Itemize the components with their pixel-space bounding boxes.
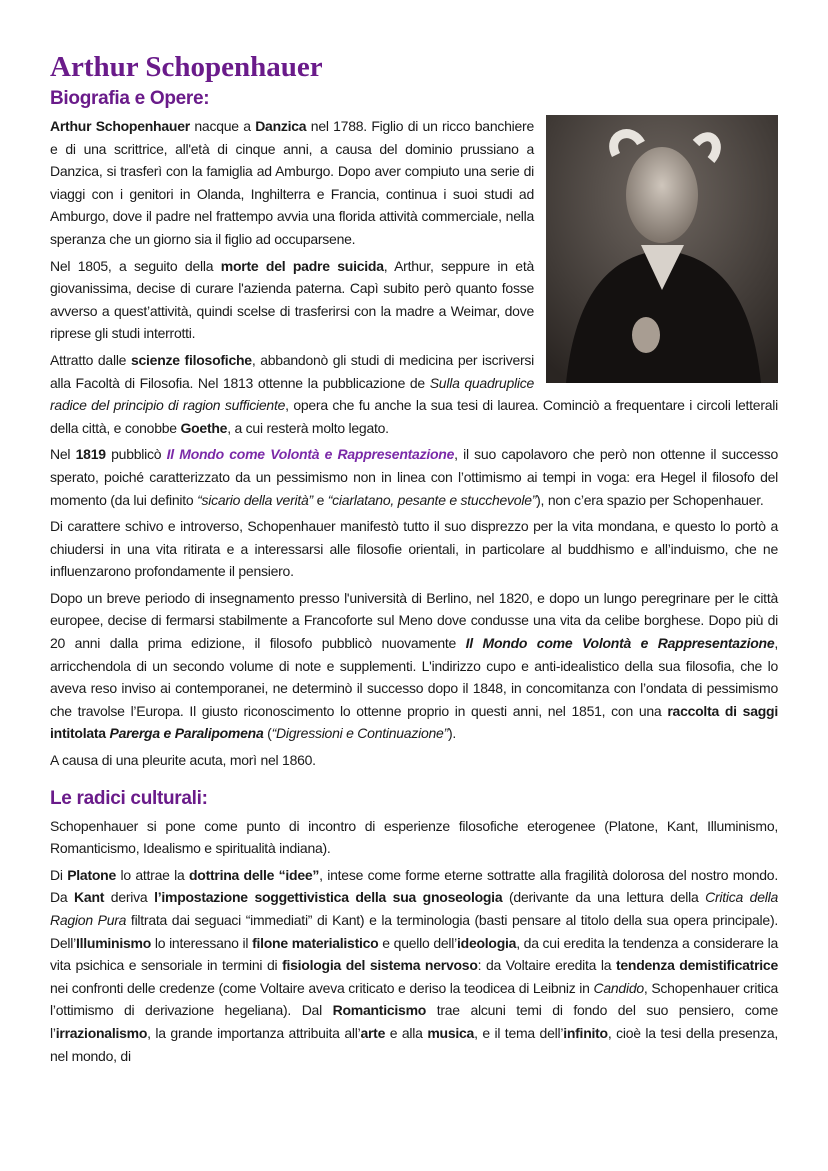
emphasized-text: irrazionalismo: [55, 1024, 148, 1041]
text-run: Schopenhauer si pone come punto di incontro di esperienze filosofiche eterogenee (Platone, Kant, Illuminismo, Romanticismo, Idealismo e spiritualità indiana).: [50, 817, 778, 857]
emphasized-text: Parerga e Paralipomena: [109, 725, 264, 742]
emphasized-text: Illuminismo: [75, 934, 152, 951]
text-run: , a cui resterà molto legato.: [227, 419, 389, 436]
text-run: deriva: [104, 889, 155, 906]
text-run: e alla: [385, 1024, 428, 1041]
text-run: Dopo un breve periodo di insegnamento presso l'università di Berlino, nel 1820, e dopo un lungo peregrinare per le città europee, decise di fermarsi stabilmente a Francoforte sul Meno dove condusse una vita da celibe borghese. Dopo più di 20 anni dalla prima edizione, il filosofo pubblicò nuovamente: [50, 589, 778, 652]
text-run: Di carattere schivo e introverso, Schopenhauer manifestò tutto il suo disprezzo per la vita mondana, e questo lo portò a chiudersi in una vita ritirata e a interessarsi alle filosofie orientali, in particolare al buddhismo e all’induismo, che ne influenzarono profondamente il pensiero.: [50, 518, 778, 580]
paragraph: [50, 443, 778, 511]
text-run: , e il tema dell’: [474, 1024, 564, 1041]
emphasized-text: “Digressioni e Continuazione”: [271, 725, 448, 742]
text-run: e quello dell’: [378, 934, 457, 951]
emphasized-text: “ciarlatano, pesante e stucchevole”: [327, 491, 537, 508]
text-run: Attratto dalle: [50, 351, 131, 368]
paragraph: [50, 587, 778, 745]
emphasized-text: Romanticismo: [332, 1002, 427, 1019]
text-run: , Arthur, seppure in età giovanissima, decise di curare l'azienda paterna. Capì subito però quanto fosse avverso a quest’attività, quindi scelse di trasferirsi con la madre a Weimar, dove riprese gli studi interrotti.: [50, 257, 535, 342]
emphasized-text: musica: [427, 1024, 475, 1041]
emphasized-text: dottrina delle “idee”: [188, 866, 320, 883]
emphasized-text: filone materialistico: [252, 934, 379, 951]
emphasized-text: raccolta di saggi intitolata: [50, 702, 779, 742]
emphasized-text: Il Mondo come Volontà e Rappresentazione: [166, 446, 455, 463]
text-run: trae alcuni temi di fondo del suo pensiero, come l’: [50, 1002, 779, 1041]
emphasized-text: Goethe: [180, 419, 228, 436]
text-run: , abbandonò gli studi di medicina per iscriversi alla Facoltà di Filosofia. Nel 1813 ottenne la pubblicazione de: [50, 351, 534, 391]
text-run: Nel: [50, 446, 76, 463]
text-run: , arricchendola di un secondo volume di note e supplementi. L'indirizzo cupo e anti-idealistico della sua filosofia, che lo aveva reso inviso ai contemporanei, ne determinò il successo dopo il 1848, in concomitanza con l’ondata di pessimismo che travolse l’Europa. Il giusto riconoscimento lo ottenne proprio in questi anni, nel 1851, con una: [50, 635, 778, 719]
text-run: , il suo capolavoro che però non ottenne il successo sperato, poiché caratterizzato da un pessimismo non in linea con l’ottimismo ai tempi in voga: era Hegel il filosofo del momento (da lui definito: [50, 446, 778, 508]
text-run: e: [312, 491, 328, 508]
section-body-radici-culturali: [50, 815, 778, 1068]
emphasized-text: Kant: [74, 889, 105, 906]
emphasized-text: 1819: [75, 446, 106, 463]
emphasized-text: scienze filosofiche: [130, 351, 252, 368]
text-run: nel 1788. Figlio di un ricco banchiere e di una scrittrice, all'età di cinque anni, a causa del dominio prussiano a Danzica, si trasferì con la famiglia ad Amburgo. Dopo aver compiuto una serie di viaggi con i genitori in Olanda, Inghilterra e Francia, continua i suoi studi ad Amburgo, dove il padre nel frattempo avvia una florida attività commerciale, nella speranza che un giorno sia il figlio ad occuparsene.: [50, 118, 535, 247]
text-run: Nel 1805, a seguito della: [50, 257, 221, 274]
text-run: , la grande importanza attribuita all’: [147, 1024, 361, 1041]
text-run: pubblicò: [105, 446, 167, 463]
section-heading-radici-culturali: Le radici culturali:: [50, 787, 208, 809]
text-run: (: [263, 725, 272, 742]
schopenhauer-portrait-photo: [546, 115, 778, 383]
emphasized-text: Il Mondo come Volontà e Rappresentazione: [465, 635, 775, 652]
text-run: nacque a: [194, 118, 256, 134]
section-heading-biografia: Biografia e Opere:: [50, 88, 210, 109]
text-run: lo attrae la: [116, 866, 189, 883]
text-run: A causa di una pleurite acuta, morì nel 1860.: [50, 752, 316, 769]
emphasized-text: l’impostazione soggettivistica della sua gnoseologia: [154, 889, 503, 906]
emphasized-text: morte del padre suicida: [220, 257, 384, 274]
text-run: , Schopenhauer critica l’ottimismo di derivazione hegeliana). Dal: [50, 979, 778, 1019]
emphasized-text: tendenza demistificatrice: [615, 957, 779, 974]
emphasized-text: fisiologia del sistema nervoso: [282, 957, 478, 974]
emphasized-text: Sulla quadruplice radice del principio di ragion sufficiente: [50, 374, 534, 414]
emphasized-text: Platone: [67, 866, 117, 883]
emphasized-text: arte: [360, 1024, 386, 1041]
text-run: : da Voltaire eredita la: [477, 957, 616, 974]
text-run: lo interessano il: [151, 934, 253, 951]
emphasized-text: Candido: [593, 979, 644, 996]
text-run: , opera che fu anche la sua tesi di laurea. Cominciò a frequentare i circoli letterali della città, e conobbe: [50, 397, 779, 436]
text-run: , intese come forme eterne sottratte alla fragilità dolorosa del nostro mondo. Da: [50, 866, 778, 906]
emphasized-text: Arthur Schopenhauer: [50, 118, 190, 134]
document-page: [50, 50, 778, 1071]
emphasized-text: Danzica: [255, 118, 307, 134]
document-title: Arthur Schopenhauer: [50, 51, 323, 83]
text-run: , da cui eredita la tendenza a considerare la vita psichica e sensoriale in termini di: [50, 934, 779, 974]
text-run: ).: [447, 725, 457, 742]
emphasized-text: “sicario della verità”: [197, 491, 313, 508]
text-run: , cioè la tesi della presenza, nel mondo, di: [50, 1024, 779, 1064]
text-run: Di: [50, 866, 68, 883]
text-run: nei confronti delle credenze (come Voltaire aveva criticato e deriso la teodicea di Leibniz in: [50, 979, 594, 996]
emphasized-text: Critica della Ragion Pura: [50, 889, 779, 928]
paragraph: [50, 515, 778, 583]
text-run: (derivante da una lettura della: [502, 889, 706, 906]
text-run: filtrata dai seguaci “immediati” di Kant) e la terminologia (basti pensare al titolo della sua opera principale). Dell’: [50, 912, 778, 951]
paragraph: [50, 864, 778, 1067]
emphasized-text: ideologia: [457, 934, 517, 951]
text-run: ), non c’era spazio per Schopenhauer.: [536, 491, 764, 508]
paragraph: [50, 749, 778, 772]
emphasized-text: infinito: [563, 1024, 608, 1041]
paragraph: [50, 815, 778, 860]
